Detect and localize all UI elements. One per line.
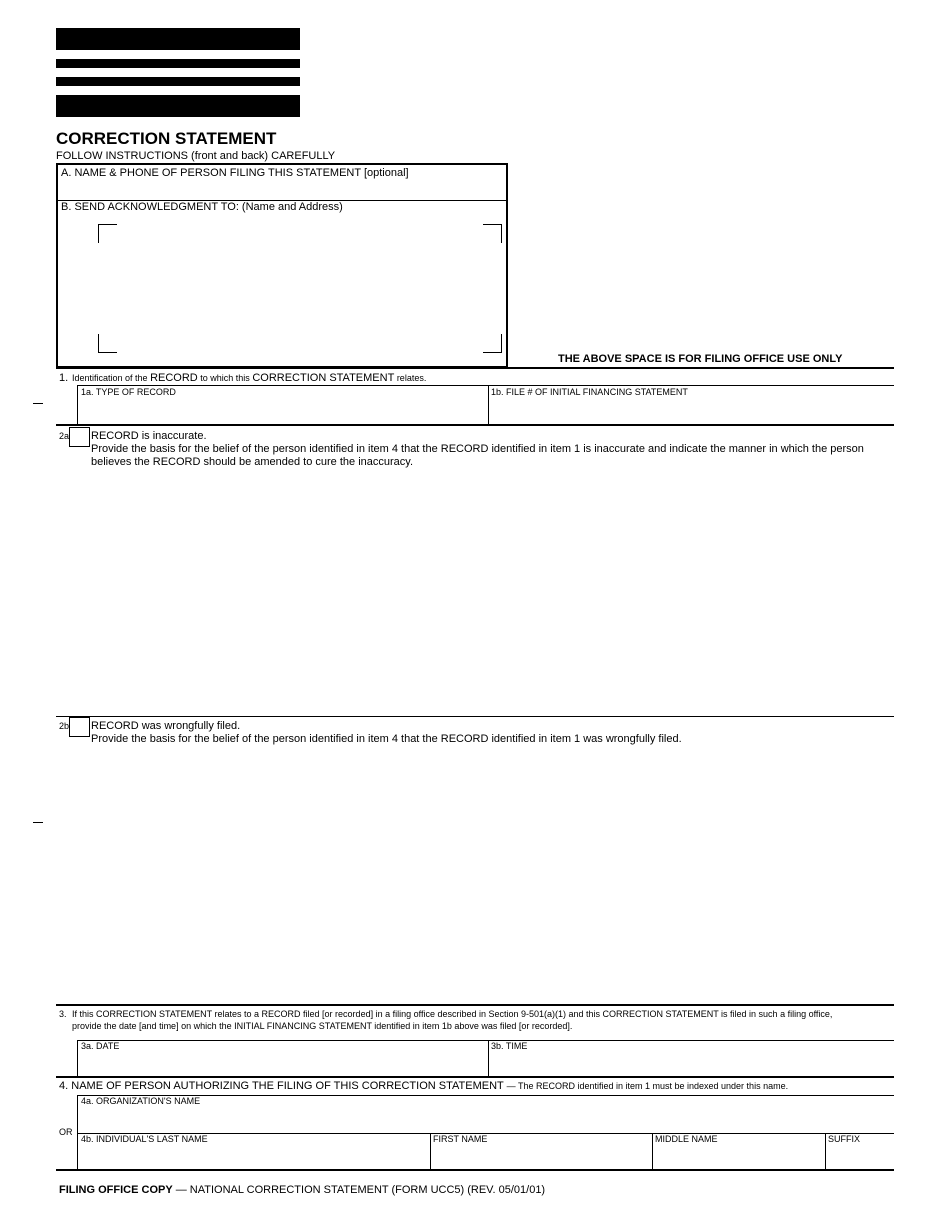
record-inaccurate-checkbox[interactable] — [69, 427, 90, 447]
section-2b-instruction: Provide the basis for the belief of the person identified in item 4 that the RECORD identified in item 1 was wrongfully filed. — [91, 733, 682, 745]
first-name-label: FIRST NAME — [433, 1134, 488, 1144]
filing-office-note: THE ABOVE SPACE IS FOR FILING OFFICE USE ONLY — [558, 353, 843, 365]
header-bar — [56, 95, 300, 117]
section-4-note: — The RECORD identified in item 1 must be indexed under this name. — [506, 1081, 789, 1091]
header-bar — [56, 77, 300, 86]
section-2a-label: 2a — [59, 431, 70, 441]
section-1-text: Identification of the — [72, 373, 148, 383]
section-4-heading: NAME OF PERSON AUTHORIZING THE FILING OF THIS CORRECTION STATEMENT — [71, 1080, 504, 1092]
or-label: OR — [59, 1127, 73, 1137]
section-1-heading — [72, 372, 426, 385]
middle-name-label: MIDDLE NAME — [655, 1134, 718, 1144]
last-name-input[interactable] — [80, 1146, 426, 1168]
section-2a-heading: RECORD is inaccurate. — [91, 430, 207, 442]
field-4b-label: 4b. INDIVIDUAL'S LAST NAME — [81, 1134, 208, 1144]
divider — [488, 1040, 489, 1077]
section-4-heading-line — [59, 1080, 788, 1092]
inaccuracy-explanation-input[interactable] — [91, 472, 891, 712]
date-input[interactable] — [80, 1053, 484, 1075]
footer-bold: FILING OFFICE COPY — [59, 1184, 173, 1196]
section-1-record-word: RECORD — [150, 372, 198, 384]
section-2a-instruction: Provide the basis for the belief of the person identified in item 4 that the RECORD identified in item 1 is inaccurate and indicate the manner in which the person — [91, 443, 864, 455]
section-2b-label: 2b — [59, 721, 70, 731]
divider — [77, 1040, 894, 1041]
first-name-input[interactable] — [433, 1146, 648, 1168]
organization-name-input[interactable] — [80, 1108, 890, 1131]
header-bar — [56, 59, 300, 68]
section-3-number: 3. — [59, 1009, 67, 1019]
time-input[interactable] — [491, 1053, 891, 1075]
section-rule — [56, 1076, 894, 1078]
acknowledgment-address-input[interactable] — [100, 225, 500, 350]
footer — [59, 1184, 545, 1196]
section-1-cs-word: CORRECTION STATEMENT — [252, 372, 395, 384]
field-1b-label: 1b. FILE # OF INITIAL FINANCING STATEMENT — [491, 387, 688, 397]
section-rule — [56, 367, 894, 369]
section-2b-heading: RECORD was wrongfully filed. — [91, 720, 241, 732]
middle-name-input[interactable] — [655, 1146, 821, 1168]
page-subtitle: FOLLOW INSTRUCTIONS (front and back) CAREFULLY — [56, 150, 336, 162]
divider — [488, 385, 489, 425]
section-1-number: 1. — [59, 372, 69, 384]
divider — [652, 1133, 653, 1170]
footer-text: — NATIONAL CORRECTION STATEMENT (FORM UCC5) (REV. 05/01/01) — [172, 1184, 546, 1196]
file-number-input[interactable] — [491, 399, 891, 423]
divider — [825, 1133, 826, 1170]
divider — [77, 1040, 78, 1077]
section-rule — [56, 1004, 894, 1006]
section-rule — [56, 424, 894, 426]
divider — [77, 385, 894, 386]
divider — [430, 1133, 431, 1170]
field-a-label: A. NAME & PHONE OF PERSON FILING THIS STATEMENT [optional] — [61, 167, 409, 179]
section-1-text: relates. — [396, 373, 427, 383]
page-title: CORRECTION STATEMENT — [56, 129, 277, 148]
corner-mark — [483, 334, 502, 353]
section-4-number: 4. — [59, 1080, 69, 1092]
corner-mark — [98, 334, 117, 353]
section-2a-instruction: believes the RECORD should be amended to cure the inaccuracy. — [91, 456, 414, 468]
margin-tick — [33, 403, 43, 404]
field-3b-label: 3b. TIME — [491, 1041, 528, 1051]
corner-mark — [483, 224, 502, 243]
section-1-text: to which this — [200, 373, 250, 383]
margin-tick — [33, 822, 43, 823]
section-3-text: If this CORRECTION STATEMENT relates to a RECORD filed [or recorded] in a filing office described in Section 9-501(a)(1) and this CORRECTION STATEMENT is filed in such a filing office, — [72, 1009, 833, 1019]
header-bar — [56, 28, 300, 50]
type-of-record-input[interactable] — [80, 399, 484, 423]
wrongful-filing-explanation-input[interactable] — [91, 750, 891, 1000]
suffix-label: SUFFIX — [828, 1134, 861, 1144]
field-a-input[interactable] — [60, 180, 500, 198]
field-1a-label: 1a. TYPE OF RECORD — [81, 387, 176, 397]
section-rule — [56, 1169, 894, 1171]
wrongfully-filed-checkbox[interactable] — [69, 717, 90, 737]
section-3-text: provide the date [and time] on which the INITIAL FINANCING STATEMENT identified in item 1b above was filed [or recorded]. — [72, 1021, 573, 1031]
divider — [56, 716, 894, 717]
suffix-input[interactable] — [828, 1146, 891, 1168]
divider — [77, 385, 78, 425]
field-4a-label: 4a. ORGANIZATION'S NAME — [81, 1096, 201, 1106]
field-b-label: B. SEND ACKNOWLEDGMENT TO: (Name and Address) — [61, 201, 343, 213]
corner-mark — [98, 224, 117, 243]
field-3a-label: 3a. DATE — [81, 1041, 120, 1051]
